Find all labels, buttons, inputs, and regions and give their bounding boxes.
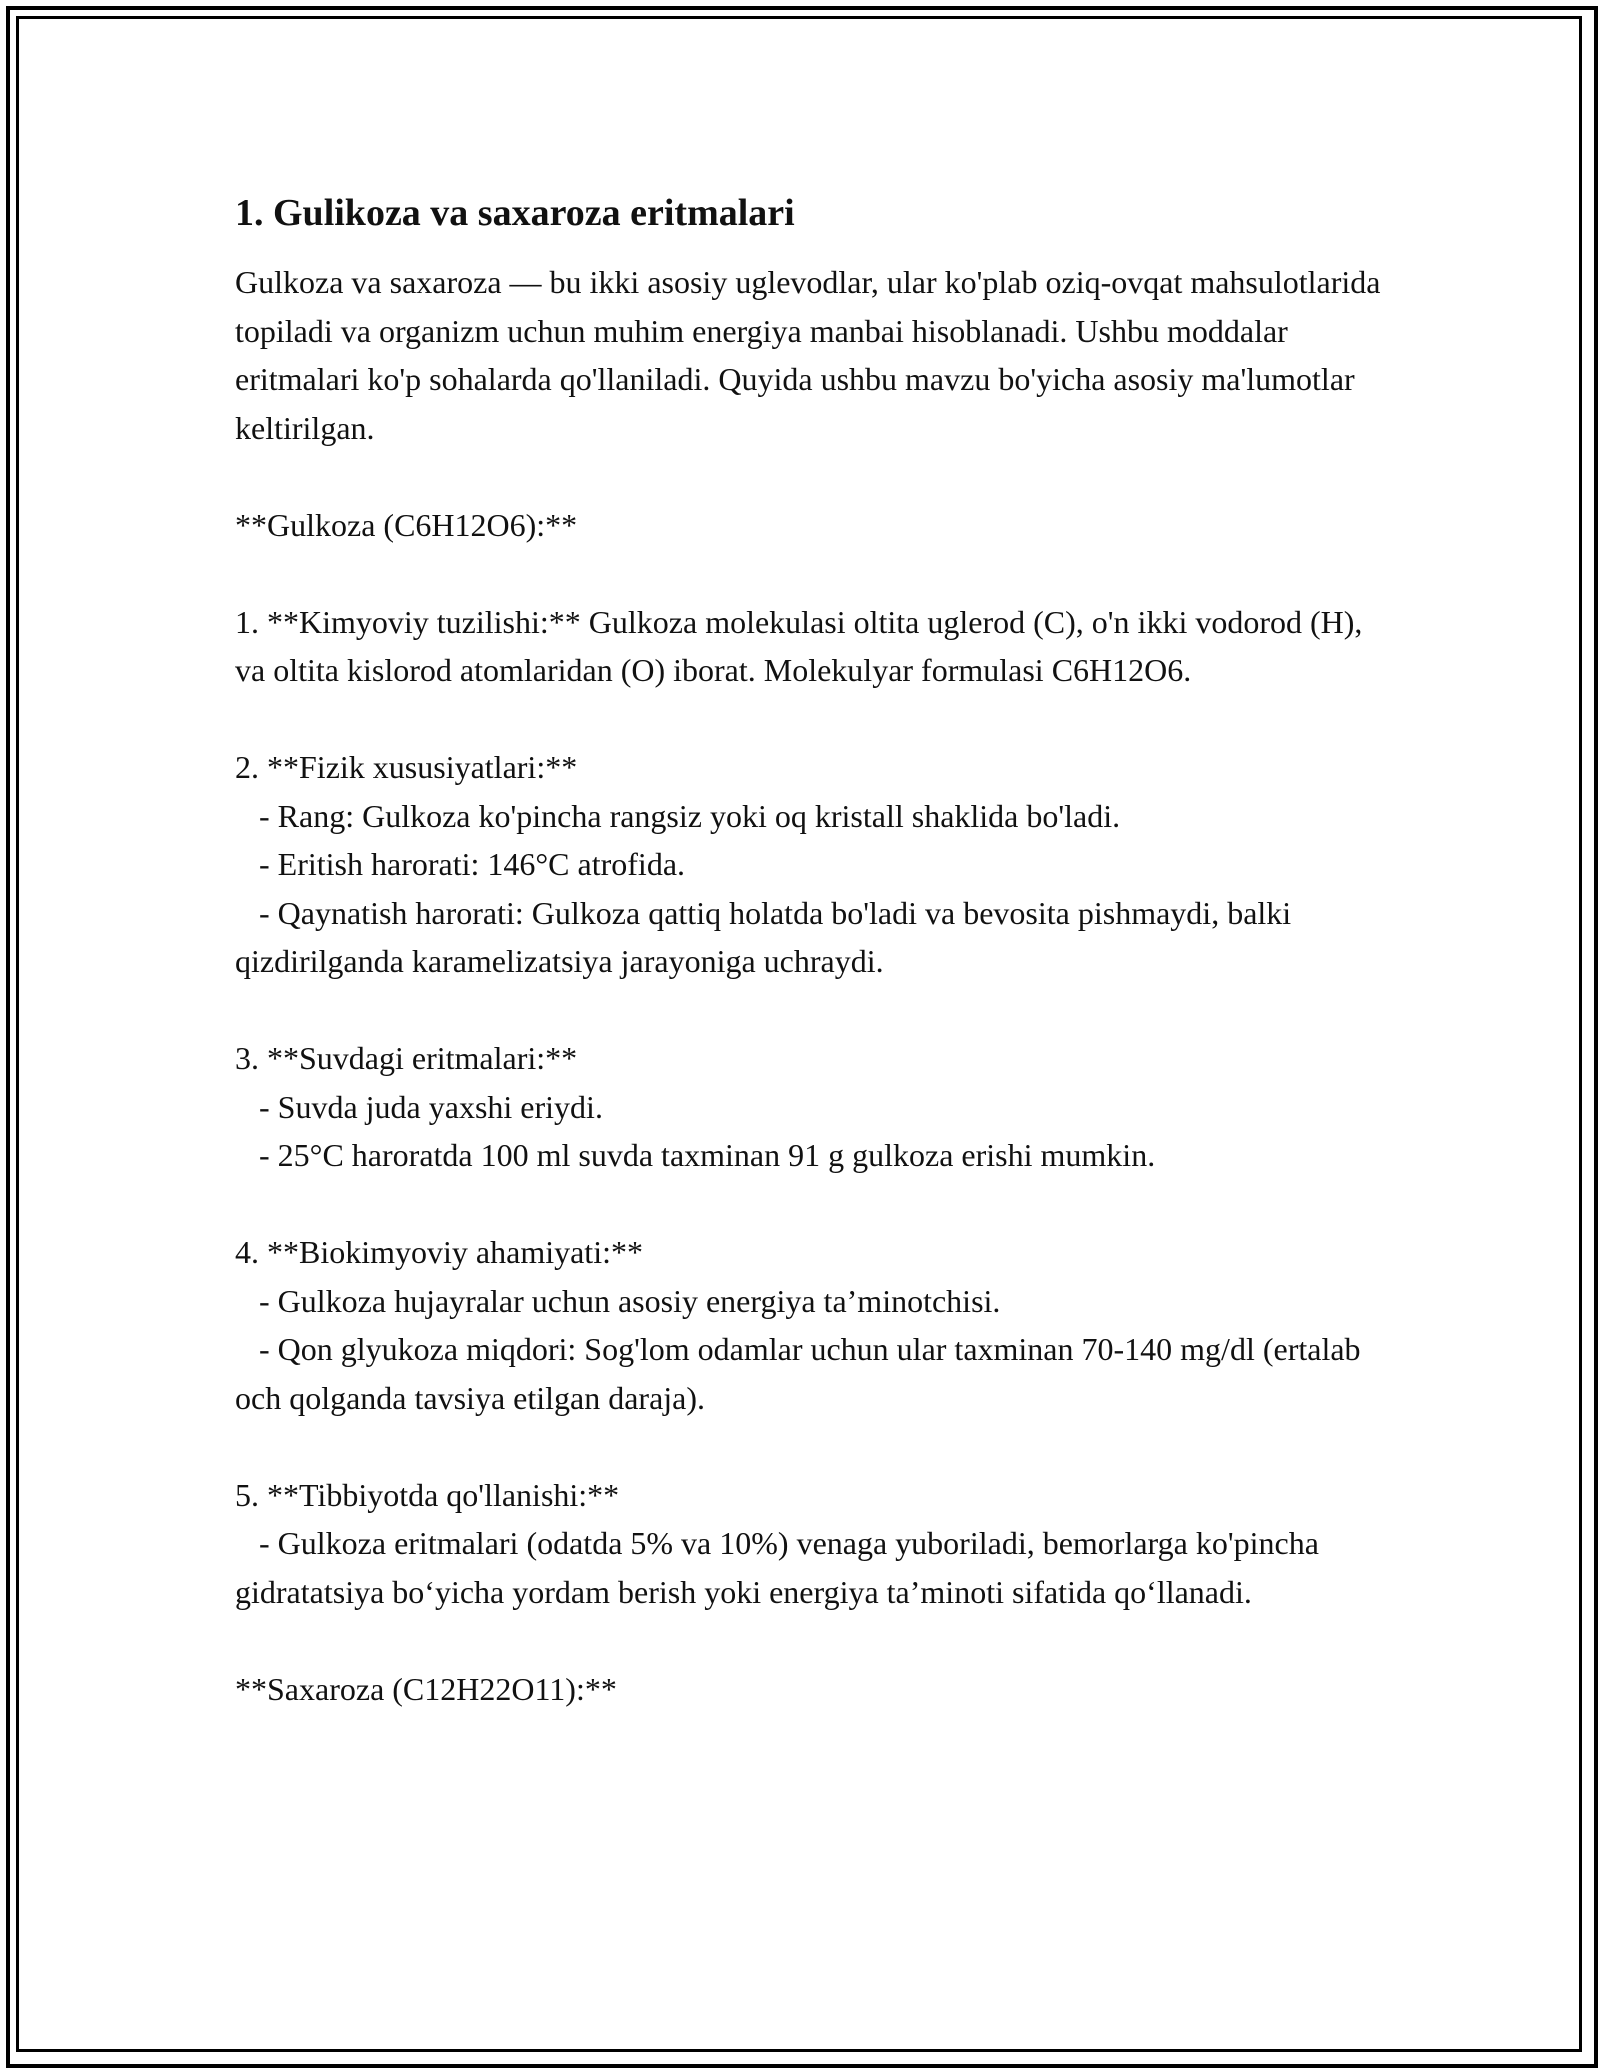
section-chemical-structure: 1. **Kimyoviy tuzilishi:** Gulkoza molekulasi oltita uglerod (C), o'n ikki vodorod (H), va oltita kislorod atomlaridan (O) iborat. Molekulyar formulasi C6H12O6. xyxy=(235,603,1371,688)
spacer xyxy=(235,695,1395,744)
section-medical-use: 5. **Tibbiyotda qo'llanishi:** - Gulkoza eritmalari (odatda 5% va 10%) venaga yuboriladi, bemorlarga ko'pincha gidratatsiya bo‘yicha yordam berish yoki energiya ta’minoti sifatida qo‘llanadi. xyxy=(235,1476,1319,1610)
section-biochemical-importance: 4. **Biokimyoviy ahamiyati:** - Gulkoza hujayralar uchun asosiy energiya ta’minotchisi. - Qon glyukoza miqdori: Sog'lom odamlar uchun ular taxminan 70-140 mg/dl (ertalab och qolganda tavsiya etilgan daraja). xyxy=(235,1234,1361,1416)
spacer xyxy=(235,452,1395,501)
intro-paragraph: Gulkoza va saxaroza — bu ikki asosiy uglevodlar, ular ko'plab oziq-ovqat mahsulotlarida topiladi va organizm uchun muhim energiya manbai hisoblanadi. Ushbu moddalar eritmalari ko'p sohalarda qo'llaniladi. Quyida ushbu mavzu bo'yicha asosiy ma'lumotlar keltirilgan. xyxy=(235,264,1389,446)
spacer xyxy=(235,549,1395,598)
spacer xyxy=(235,1616,1395,1665)
spacer xyxy=(235,986,1395,1035)
saxaroza-title: **Saxaroza (C12H22O11):** xyxy=(235,1670,617,1707)
section-water-solutions: 3. **Suvdagi eritmalari:** - Suvda juda yaxshi eriydi. - 25°C haroratda 100 ml suvda taxminan 91 g gulkoza erishi mumkin. xyxy=(235,1040,1156,1173)
spacer xyxy=(235,1180,1395,1229)
document-body xyxy=(235,188,1395,1713)
document-heading: 1. Gulikoza va saxaroza eritmalari xyxy=(235,192,795,234)
gulkoza-title: **Gulkoza (C6H12O6):** xyxy=(235,506,578,543)
spacer xyxy=(235,1422,1395,1471)
section-physical-properties: 2. **Fizik xususiyatlari:** - Rang: Gulkoza ko'pincha rangsiz yoki oq kristall shaklida bo'ladi. - Eritish harorati: 146°C atrofida. - Qaynatish harorati: Gulkoza qattiq holatda bo'ladi va bevosita pishmaydi, balki qizdirilganda karamelizatsiya jarayoniga uchraydi. xyxy=(235,749,1292,979)
